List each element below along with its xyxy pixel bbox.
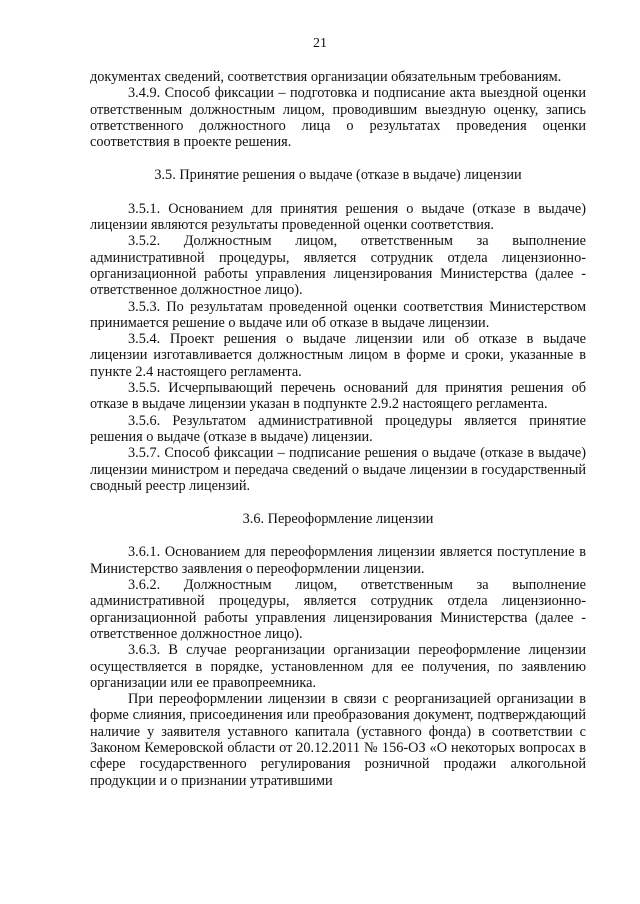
paragraph-3-5-5: 3.5.5. Исчерпывающий перечень оснований для принятия решения об отказе в выдаче лицензии указан в подпункте 2.9.2 настоящего регламента.: [90, 380, 586, 413]
section-heading-3-6: 3.6. Переоформление лицензии: [242, 511, 434, 528]
section-heading-3-5: 3.5. Принятие решения о выдаче (отказе в выдаче) лицензии: [154, 167, 522, 184]
paragraph-continuation: документах сведений, соответствия организации обязательным требованиям.: [90, 69, 562, 85]
document-body: [90, 69, 586, 789]
paragraph-3-6-2: 3.6.2. Должностным лицом, ответственным за выполнение административной процедуры, является сотрудник отдела лицензионно-организационной работы управления лицензирования Министерства (далее - ответственное должностное лицо).: [90, 577, 586, 642]
paragraph-3-5-3: 3.5.3. По результатам проведенной оценки соответствия Министерством принимается решение о выдаче или об отказе в выдаче лицензии.: [90, 298, 586, 331]
spacer: [90, 494, 586, 511]
spacer: [90, 150, 586, 167]
paragraph-3-6-3: 3.6.3. В случае реорганизации организации переоформление лицензии осуществляется в порядке, установленном для ее получения, по заявлению организации или ее правопреемника.: [90, 642, 586, 691]
page-number: 21: [313, 36, 327, 51]
paragraph-3-5-1: 3.5.1. Основанием для принятия решения о выдаче (отказе в выдаче) лицензии являются результаты проведенной оценки соответствия.: [90, 200, 586, 234]
spacer: [90, 184, 586, 201]
paragraph-3-5-6: 3.5.6. Результатом административной процедуры является принятие решения о выдаче (отказе в выдаче) лицензии.: [90, 412, 586, 445]
paragraph-3-5-2: 3.5.2. Должностным лицом, ответственным за выполнение административной процедуры, является сотрудник отдела лицензионно-организационной работы управления лицензирования Министерства (далее - ответственное должностное лицо).: [90, 233, 586, 299]
paragraph-3-5-4: 3.5.4. Проект решения о выдаче лицензии или об отказе в выдаче лицензии изготавливается должностным лицом в форме и сроки, указанные в пункте 2.4 настоящего регламента.: [90, 331, 586, 380]
paragraph-3-4-9: 3.4.9. Способ фиксации – подготовка и подписание акта выездной оценки ответственным должностным лицом, проводившим выездную оценку, запись ответственного должностного лица о результатах проведения оценки соответствия в проекте решения.: [90, 85, 586, 151]
paragraph-reorganization: При переоформлении лицензии в связи с реорганизацией организации в форме слияния, присоединения или преобразования документ, подтверждающий наличие у заявителя уставного капитала (уставного фонда) в соответствии с Законом Кемеровской области от 20.12.2011 № 156-ОЗ «О некоторых вопросах в сфере государственного регулирования розничной продажи алкогольной продукции и о признании утратившими: [90, 691, 586, 789]
spacer: [90, 527, 586, 544]
paragraph-3-5-7: 3.5.7. Способ фиксации – подписание решения о выдаче (отказе в выдаче) лицензии министром и передача сведений о выдаче лицензии в государственный сводный реестр лицензий.: [90, 445, 586, 494]
paragraph-3-6-1: 3.6.1. Основанием для переоформления лицензии является поступление в Министерство заявления о переоформлении лицензии.: [90, 544, 586, 577]
